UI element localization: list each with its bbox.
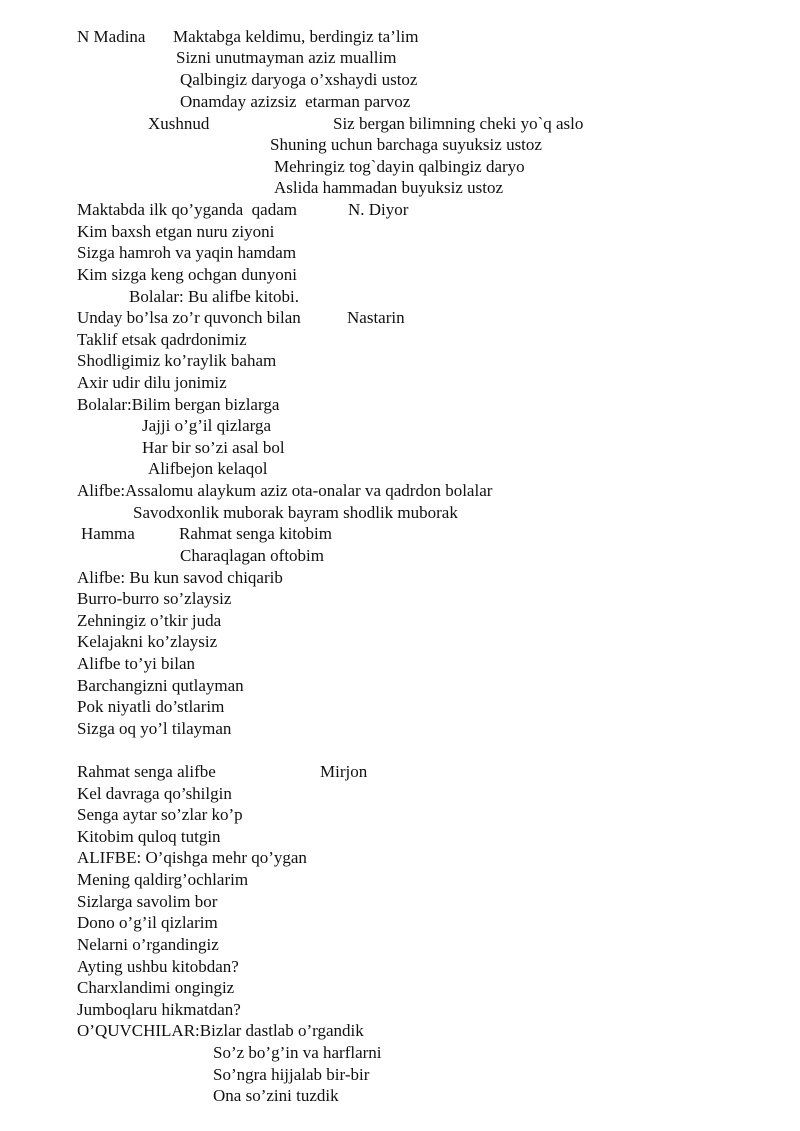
text-line: Alifbe to’yi bilan bbox=[77, 654, 196, 673]
text-line: Unday bo’lsa zo’r quvonch bilan bbox=[77, 308, 301, 327]
text-line: Mehringiz tog`dayin qalbingiz daryo bbox=[274, 157, 525, 176]
text-line: Siz bergan bilimning cheki yo`q aslo bbox=[333, 114, 584, 133]
text-line: Ona so’zini tuzdik bbox=[213, 1086, 339, 1105]
text-line: Kim baxsh etgan nuru ziyoni bbox=[77, 222, 275, 241]
text-line: Pok niyatli do’stlarim bbox=[77, 697, 225, 716]
text-line: Bolalar: Bu alifbe kitobi. bbox=[129, 287, 299, 306]
text-line: Sizlarga savolim bor bbox=[77, 892, 218, 911]
text-line: Nastarin bbox=[347, 308, 405, 327]
text-line: Savodxonlik muborak bayram shodlik muborak bbox=[133, 503, 458, 522]
text-line: Har bir so’zi asal bol bbox=[142, 438, 285, 457]
text-line: Taklif etsak qadrdonimiz bbox=[77, 330, 247, 349]
text-line: ALIFBE: O’qishga mehr qo’ygan bbox=[77, 848, 307, 867]
text-line: Onamday azizsiz etarman parvoz bbox=[180, 92, 411, 111]
text-line: Ayting ushbu kitobdan? bbox=[77, 957, 239, 976]
text-line: Alifbe:Assalomu alaykum aziz ota-onalar va qadrdon bolalar bbox=[77, 481, 493, 500]
text-line: Xushnud bbox=[148, 114, 210, 133]
text-line: Sizni unutmayman aziz muallim bbox=[176, 48, 397, 67]
text-line: So’z bo’g’in va harflarni bbox=[213, 1043, 382, 1062]
text-line: N Madina bbox=[77, 27, 146, 46]
text-line: Barchangizni qutlayman bbox=[77, 676, 244, 695]
text-line: Sizga oq yo’l tilayman bbox=[77, 719, 232, 738]
text-line: Kitobim quloq tutgin bbox=[77, 827, 221, 846]
text-line: Zehningiz o’tkir juda bbox=[77, 611, 222, 630]
text-line: Charxlandimi ongingiz bbox=[77, 978, 235, 997]
text-line: Maktabda ilk qo’yganda qadam bbox=[77, 200, 297, 219]
text-line: Aslida hammadan buyuksiz ustoz bbox=[274, 178, 503, 197]
text-line: Bolalar:Bilim bergan bizlarga bbox=[77, 395, 280, 414]
text-line: Jumboqlaru hikmatdan? bbox=[77, 1000, 241, 1019]
text-line: Jajji o’g’il qizlarga bbox=[142, 416, 272, 435]
text-line: Charaqlagan oftobim bbox=[180, 546, 324, 565]
text-line: Mening qaldirg’ochlarim bbox=[77, 870, 249, 889]
text-line: Kim sizga keng ochgan dunyoni bbox=[77, 265, 298, 284]
text-line: Axir udir dilu jonimiz bbox=[77, 373, 227, 392]
text-line: O’QUVCHILAR:Bizlar dastlab o’rgandik bbox=[77, 1021, 364, 1040]
text-line: Kelajakni ko’zlaysiz bbox=[77, 632, 218, 651]
text-line: Shodligimiz ko’raylik baham bbox=[77, 351, 277, 370]
text-line: Kel davraga qo’shilgin bbox=[77, 784, 232, 803]
text-line: Rahmat senga alifbe bbox=[77, 762, 216, 781]
text-line: Rahmat senga kitobim bbox=[179, 524, 332, 543]
text-line: Qalbingiz daryoga o’xshaydi ustoz bbox=[180, 70, 418, 89]
text-line: Sizga hamroh va yaqin hamdam bbox=[77, 243, 297, 262]
text-line: N. Diyor bbox=[348, 200, 409, 219]
text-line: Alifbe: Bu kun savod chiqarib bbox=[77, 568, 283, 587]
text-line: Nelarni o’rgandingiz bbox=[77, 935, 219, 954]
text-line: Burro-burro so’zlaysiz bbox=[77, 589, 232, 608]
text-line: Shuning uchun barchaga suyuksiz ustoz bbox=[270, 135, 542, 154]
text-line: So’ngra hijjalab bir-bir bbox=[213, 1065, 370, 1084]
text-line: Mirjon bbox=[320, 762, 368, 781]
text-line: Hamma bbox=[81, 524, 135, 543]
text-line: Senga aytar so’zlar ko’p bbox=[77, 805, 243, 824]
text-line: Dono o’g’il qizlarim bbox=[77, 913, 218, 932]
text-line: Maktabga keldimu, berdingiz ta’lim bbox=[173, 27, 419, 46]
text-line: Alifbejon kelaqol bbox=[148, 459, 268, 478]
